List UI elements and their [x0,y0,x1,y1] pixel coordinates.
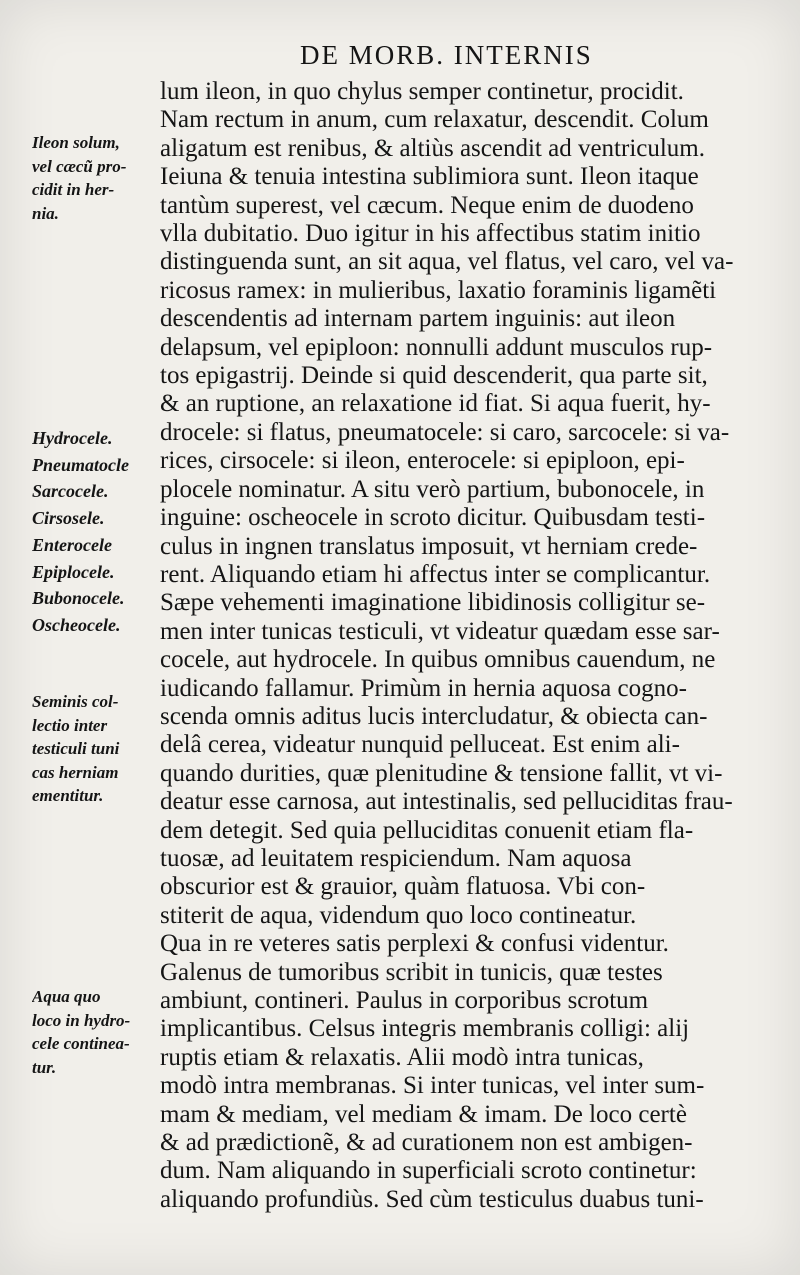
running-title: DE MORB. INTERNIS [300,40,593,70]
text-line: modò intra membranas. Si inter tunicas, vel inter sum- [160,1072,705,1100]
marginal-line: Ileon solum, [32,133,120,152]
marginal-note-ileon [32,131,154,225]
marginal-line: testiculi tuni [32,739,120,758]
text-line: vlla dubitatio. Duo igitur in his affectibus statim initio [160,220,701,248]
marginal-line: tur. [32,1057,57,1077]
text-line: Sæpe vehementi imaginatione libidinosis colligitur se- [160,589,706,617]
text-line: plocele nominatur. A situ verò partium, bubonocele, in [160,475,705,503]
marginal-note-hernia-terms [32,425,154,639]
marginal-line: Cirsosele. [32,508,105,529]
marginal-note-aqua [32,985,154,1079]
marginal-line: Hydrocele. [32,428,113,448]
text-line: iudicando fallamur. Primùm in hernia aquosa cogno- [160,674,687,702]
marginal-line: Sarcocele. [32,481,109,502]
marginal-line: Enterocele [32,534,112,555]
text-line: tos epigastrij. Deinde si quid descenderit, qua parte sit, [160,362,708,390]
marginal-line: lectio inter [32,715,108,735]
text-line: dem detegit. Sed quia pelluciditas conuenit etiam fla- [160,816,694,844]
marginal-note-seminis [32,690,154,808]
text-line: ruptis etiam & relaxatis. Alii modò intra tunicas, [160,1043,644,1071]
text-line: distinguenda sunt, an sit aqua, vel flatus, vel caro, vel va- [160,248,734,276]
text-line: Ieiuna & tenuia intestina sublimiora sunt. Ileon itaque [160,163,699,191]
text-line: rices, cirsocele: si ileon, enterocele: si epiploon, epi- [160,447,685,475]
marginal-line: cele continea- [32,1034,130,1053]
marginal-line: nia. [32,203,59,223]
text-line: quando durities, quæ plenitudine & tensione fallit, vt vi- [160,759,723,787]
marginal-line: ementitur. [32,786,104,805]
text-line: descendentis ad internam partem inguinis: aut ileon [160,305,676,333]
text-line: Galenus de tumoribus scribit in tunicis, quæ testes [160,958,663,986]
text-line: tantùm superest, vel cæcum. Neque enim de duodeno [160,191,694,219]
text-line: ricosus ramex: in mulieribus, laxatio foraminis ligamẽti [160,276,717,304]
main-text-block [160,78,752,1214]
marginal-line: vel cæcũ pro- [32,156,127,176]
marginal-line: cas herniam [32,762,119,782]
text-line: deatur esse carnosa, aut intestinalis, sed pelluciditas frau- [160,788,733,816]
text-line: delâ cerea, videatur nunquid pelluceat. Est enim ali- [160,731,680,759]
text-line: culus in ingnen translatus imposuit, vt herniam crede- [160,532,698,560]
marginal-line: Bubonocele. [32,588,125,609]
text-line: men inter tunicas testiculi, vt videatur quædam esse sar- [160,617,720,645]
marginal-line: loco in hydro- [32,1010,131,1030]
marginal-line: Pneumatocle [32,454,129,475]
text-line: mam & mediam, vel mediam & imam. De loco certè [160,1100,687,1128]
text-line: ambiunt, contineri. Paulus in corporibus scrotum [160,987,649,1014]
text-line: stiterit de aqua, videndum quo loco contineatur. [160,901,637,929]
text-line: tuosæ, ad leuitatem respiciendum. Nam aquosa [160,844,632,872]
text-line: scenda omnis aditus lucis intercludatur, & obiecta can- [160,702,708,730]
text-line: Qua in re veteres satis perplexi & confusi videntur. [160,930,669,958]
text-line: drocele: si flatus, pneumatocele: si caro, sarcocele: si va- [160,418,730,446]
text-line: & an ruptione, an relaxatione id fiat. Si aqua fuerit, hy- [160,390,711,418]
marginal-line: Oscheocele. [32,614,121,635]
text-line: aligatum est renibus, & altiùs ascendit ad ventriculum. [160,134,706,162]
text-line: implicantibus. Celsus integris membranis colligi: alij [160,1015,690,1043]
marginal-line: Seminis col- [32,692,119,711]
text-line: lum ileon, in quo chylus semper continetur, procidit. [160,78,684,105]
marginal-line: Epiplocele. [32,561,115,582]
text-line: aliquando profundiùs. Sed cùm testiculus duabus tuni- [160,1185,704,1213]
text-line: & ad prædictionẽ, & ad curationem non est ambigen- [160,1129,693,1157]
text-line: rent. Aliquando etiam hi affectus inter se complicantur. [160,560,711,588]
text-line: obscurior est & grauior, quàm flatuosa. Vbi con- [160,873,646,901]
text-line: dum. Nam aliquando in superficiali scroto continetur: [160,1157,697,1185]
text-line: cocele, aut hydrocele. In quibus omnibus cauendum, ne [160,646,716,674]
text-line: delapsum, vel epiploon: nonnulli addunt musculos rup- [160,333,713,361]
text-line: Nam rectum in anum, cum relaxatur, descendit. Colum [160,106,709,134]
marginal-line: cidit in her- [32,180,115,199]
marginal-line: Aqua quo [32,987,101,1006]
text-line: inguine: oscheocele in scroto dicitur. Quibusdam testi- [160,504,706,532]
